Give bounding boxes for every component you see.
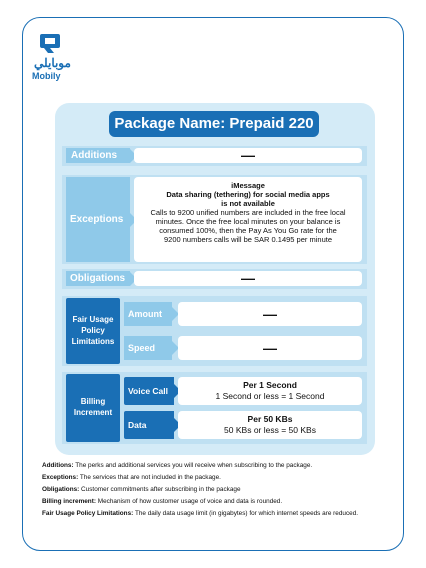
exception-line: is not available <box>221 199 275 208</box>
voice-call-value <box>178 377 362 405</box>
exception-line: minutes. Once the free local minutes on your balance is <box>155 217 341 226</box>
amount-label: Amount <box>124 302 172 326</box>
data-rounding: 50 KBs or less = 50 KBs <box>224 425 316 435</box>
data-value <box>178 411 362 439</box>
additions-label: Additions <box>66 148 130 163</box>
billing-label: Billing Increment <box>66 374 120 442</box>
legend-item: Exceptions: The services that are not included in the package. <box>42 474 221 481</box>
speed-label: Speed <box>124 336 172 360</box>
legend-item: Obligations: Customer commitments after subscribing in the package <box>42 486 241 493</box>
logo-arabic-text: موبايلي <box>34 56 71 70</box>
obligations-label: Obligations <box>66 271 130 286</box>
package-title: Package Name: Prepaid 220 <box>109 111 319 137</box>
mobily-logo-icon <box>38 32 62 54</box>
exceptions-label: Exceptions <box>66 177 130 262</box>
additions-value: — <box>134 148 362 163</box>
legend-item: Fair Usage Policy Limitations: The daily data usage limit (in gigabytes) for which internet speeds are reduced. <box>42 510 359 517</box>
voice-call-label: Voice Call <box>124 377 174 405</box>
mobily-logo <box>30 32 74 92</box>
legend <box>42 461 362 521</box>
voice-call-rounding: 1 Second or less = 1 Second <box>215 391 325 401</box>
legend-item: Additions: The perks and additional services you will receive when subscribing to the package. <box>42 462 313 469</box>
amount-value: — <box>178 302 362 326</box>
exceptions-value <box>134 177 362 262</box>
legend-item: Billing increment: Mechanism of how customer usage of voice and data is rounded. <box>42 498 283 505</box>
logo-english-text: Mobily <box>32 71 61 81</box>
exception-line: consumed 100%, then the Pay As You Go rate for the <box>159 226 337 235</box>
exception-line: Data sharing (tethering) for social media apps <box>166 190 330 199</box>
exception-line: 9200 numbers calls will be SAR 0.1495 per minute <box>163 235 332 244</box>
data-rate: Per 50 KBs <box>247 414 293 424</box>
exception-line: iMessage <box>231 181 265 190</box>
exception-line: Calls to 9200 unified numbers are included in the free local <box>150 208 346 217</box>
obligations-value: — <box>134 271 362 286</box>
voice-call-rate: Per 1 Second <box>243 380 297 390</box>
data-label: Data <box>124 411 174 439</box>
fair-usage-label: Fair Usage Policy Limitations <box>66 298 120 364</box>
speed-value: — <box>178 336 362 360</box>
